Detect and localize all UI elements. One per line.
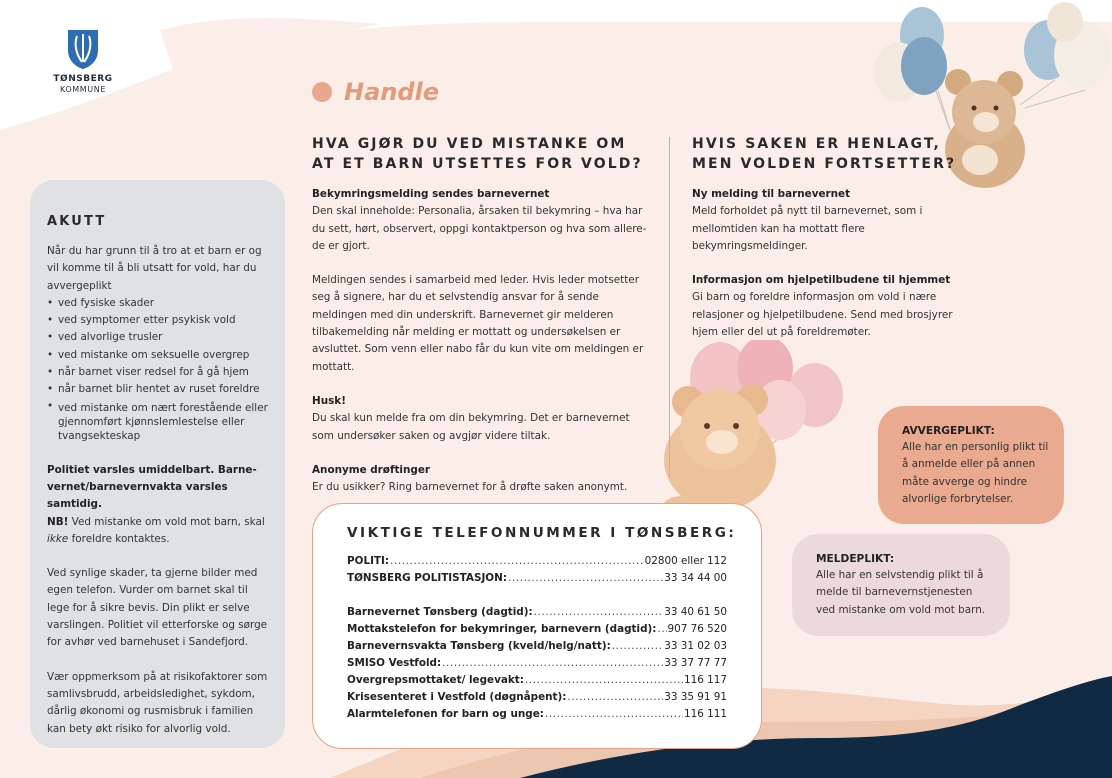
list-item: • ved mistanke om nært forestående eller gjennomført kjønnslemlestelse eller tvangsekteskap bbox=[47, 399, 272, 445]
right-paragraph-2: Gi barn og foreldre informasjon om vold i nære relasjoner og hjelpetilbudene. Send med brosjyrer hjem eller del ut på foreldremøter. bbox=[692, 291, 953, 339]
left-column bbox=[312, 134, 652, 496]
akutt-police-note bbox=[47, 462, 272, 548]
left-heading-3: Anonyme drøftinger bbox=[312, 463, 430, 476]
nb-text-1: Ved mistanke om vold mot barn, skal bbox=[68, 515, 265, 528]
police-warning: Politiet varsles umiddelbart. Barnevernet/barnevernvakta varsles samtidig. bbox=[47, 463, 257, 511]
list-item: • når barnet viser redsel for å gå hjem bbox=[47, 364, 272, 381]
right-column-title bbox=[692, 134, 964, 174]
logo-subtitle: KOMMUNE bbox=[59, 85, 106, 94]
left-paragraph-3: Du skal kun melde fra om din bekymring. Det er barnevernet som undersøker saken og avgjør videre tiltak. bbox=[312, 412, 630, 442]
phone-number: 33 34 44 00 bbox=[664, 572, 727, 584]
phone-numbers-box bbox=[312, 503, 762, 749]
list-item: • ved fysiske skader bbox=[47, 295, 272, 312]
phone-number: 907 76 520 bbox=[667, 623, 727, 635]
dot-leader bbox=[525, 674, 683, 687]
tonsberg-kommune-logo bbox=[50, 28, 116, 95]
right-column bbox=[692, 134, 964, 341]
phone-number: 33 40 61 50 bbox=[664, 606, 727, 618]
avvergeplikt-box bbox=[878, 406, 1064, 524]
left-title-line1: HVA GJØR DU VED MISTANKE OM bbox=[312, 136, 627, 152]
list-item: • når barnet blir hentet av ruset foreldre bbox=[47, 381, 272, 398]
phone-row bbox=[347, 674, 727, 687]
meldeplikt-box bbox=[792, 534, 1010, 636]
phone-row bbox=[347, 657, 727, 670]
phone-label: Alarmtelefonen for barn og unge: bbox=[347, 708, 544, 720]
phone-number: 33 37 77 77 bbox=[664, 657, 727, 669]
dot-leader bbox=[390, 555, 644, 568]
meldeplikt-text: Alle har en selvstendig plikt til å melde til barnevernstjenesten ved mistanke om vold mot barn. bbox=[816, 569, 986, 616]
coat-of-arms-icon bbox=[66, 28, 100, 70]
avvergeplikt-title: AVVERGEPLIKT: bbox=[902, 425, 995, 437]
dot-leader bbox=[567, 691, 663, 704]
circle-bullet-icon bbox=[312, 82, 332, 102]
akutt-intro: Når du har grunn til å tro at et barn er og vil komme til å bli utsatt for vold, har du avvergeplikt bbox=[47, 245, 262, 292]
phone-row bbox=[347, 572, 727, 585]
column-divider bbox=[669, 137, 670, 477]
logo-name: TØNSBERG bbox=[53, 74, 113, 84]
right-heading-1: Ny melding til barnevernet bbox=[692, 188, 851, 200]
right-title-line1: HVIS SAKEN ER HENLAGT, bbox=[692, 136, 941, 152]
phone-number: 02800 eller 112 bbox=[644, 555, 727, 567]
akutt-list bbox=[47, 295, 272, 445]
akutt-title: AKUTT bbox=[47, 214, 107, 229]
phone-number: 33 31 02 03 bbox=[664, 640, 727, 652]
left-title-line2: AT ET BARN UTSETTES FOR VOLD? bbox=[312, 156, 643, 172]
phone-numbers-title: VIKTIGE TELEFONNUMMER I TØNSBERG: bbox=[347, 525, 737, 541]
phone-label: SMISO Vestfold: bbox=[347, 657, 442, 669]
right-title-line2: MEN VOLDEN FORTSETTER? bbox=[692, 156, 957, 172]
phone-row bbox=[347, 708, 727, 721]
phone-number: 33 35 91 91 bbox=[664, 691, 727, 703]
akutt-visible-injuries: Ved synlige skader, ta gjerne bilder med egen telefon. Vurder om barnet skal til lege for å sikre bevis. Din plikt er selve varslingen. Politiet vil etterforske og sørge for avhør ved barnehuset i Sandefjord. bbox=[47, 567, 268, 649]
phone-label: Krisesenteret i Vestfold (døgnåpent): bbox=[347, 691, 567, 703]
nb-italic: ikke bbox=[47, 532, 69, 545]
dot-leader bbox=[508, 572, 663, 585]
dot-leader bbox=[612, 640, 663, 653]
phone-row bbox=[347, 623, 727, 636]
dot-leader bbox=[442, 657, 663, 670]
phone-row bbox=[347, 555, 727, 568]
phone-label: TØNSBERG POLITISTASJON: bbox=[347, 572, 507, 584]
right-heading-2: Informasjon om hjelpetilbudene til hjemmet bbox=[692, 274, 951, 287]
avvergeplikt-text: Alle har en personlig plikt til å anmelde eller på annen måte avverge og hindre alvorlige forbrytelser. bbox=[902, 441, 1049, 505]
left-paragraph-4: Er du usikker? Ring barnevernet for å drøfte saken anonymt. bbox=[312, 481, 628, 494]
list-item: • ved alvorlige trusler bbox=[47, 329, 272, 346]
list-item: • ved symptomer etter psykisk vold bbox=[47, 312, 272, 329]
left-paragraph-2: Meldingen sendes i samarbeid med leder. Hvis leder motsetter seg å signere, har du et selvstendig ansvar for å sende meldingen med din underskrift. Barnevernet gir melderen tilbakemelding når melding er mottatt og undersøkelsen er avsluttet. Som venn eller nabo får du kun vite om meldingen er mottatt. bbox=[312, 274, 644, 373]
akutt-panel bbox=[30, 180, 285, 748]
nb-label: NB! bbox=[47, 515, 69, 528]
left-paragraph-1: Den skal inneholde: Personalia, årsaken til bekymring – hva har du sett, hørt, observert, oppgi kontaktperson og hva som allerede er gjort. bbox=[312, 205, 647, 252]
section-header bbox=[312, 78, 439, 106]
left-heading-1: Bekymringsmelding sendes barnevernet bbox=[312, 188, 550, 200]
phone-label: Overgrepsmottaket/ legevakt: bbox=[347, 674, 524, 686]
phone-label: Mottakstelefon for bekymringer, barnevern (dagtid): bbox=[347, 623, 657, 635]
left-heading-2: Husk! bbox=[312, 394, 346, 407]
phone-label: Barnevernsvakta Tønsberg (kveld/helg/natt): bbox=[347, 640, 611, 652]
dot-leader bbox=[657, 623, 666, 636]
nb-text-2: foreldre kontaktes. bbox=[68, 532, 170, 545]
section-title: Handle bbox=[344, 78, 440, 106]
phone-row bbox=[347, 606, 727, 619]
phone-number: 116 111 bbox=[684, 708, 727, 720]
phone-row bbox=[347, 691, 727, 704]
phone-row bbox=[347, 640, 727, 653]
list-item: • ved mistanke om seksuelle overgrep bbox=[47, 347, 272, 364]
dot-leader bbox=[545, 708, 683, 721]
phone-label: POLITI: bbox=[347, 555, 390, 567]
meldeplikt-title: MELDEPLIKT: bbox=[816, 553, 895, 565]
left-column-title bbox=[312, 134, 652, 174]
dot-leader bbox=[534, 606, 664, 619]
akutt-risk-factors: Vær oppmerksom på at risikofaktorer som samlivsbrudd, arbeidsledighet, sykdom, dårlig økonomi og rusmisbruk i familien kan bety økt risiko for alvorlig vold. bbox=[47, 670, 268, 735]
phone-number: 116 117 bbox=[684, 674, 727, 686]
phone-label: Barnevernet Tønsberg (dagtid): bbox=[347, 606, 533, 618]
right-paragraph-1: Meld forholdet på nytt til barnevernet, som i mellomtiden kan ha mottatt flere bekymringsmeldinger. bbox=[692, 205, 923, 252]
